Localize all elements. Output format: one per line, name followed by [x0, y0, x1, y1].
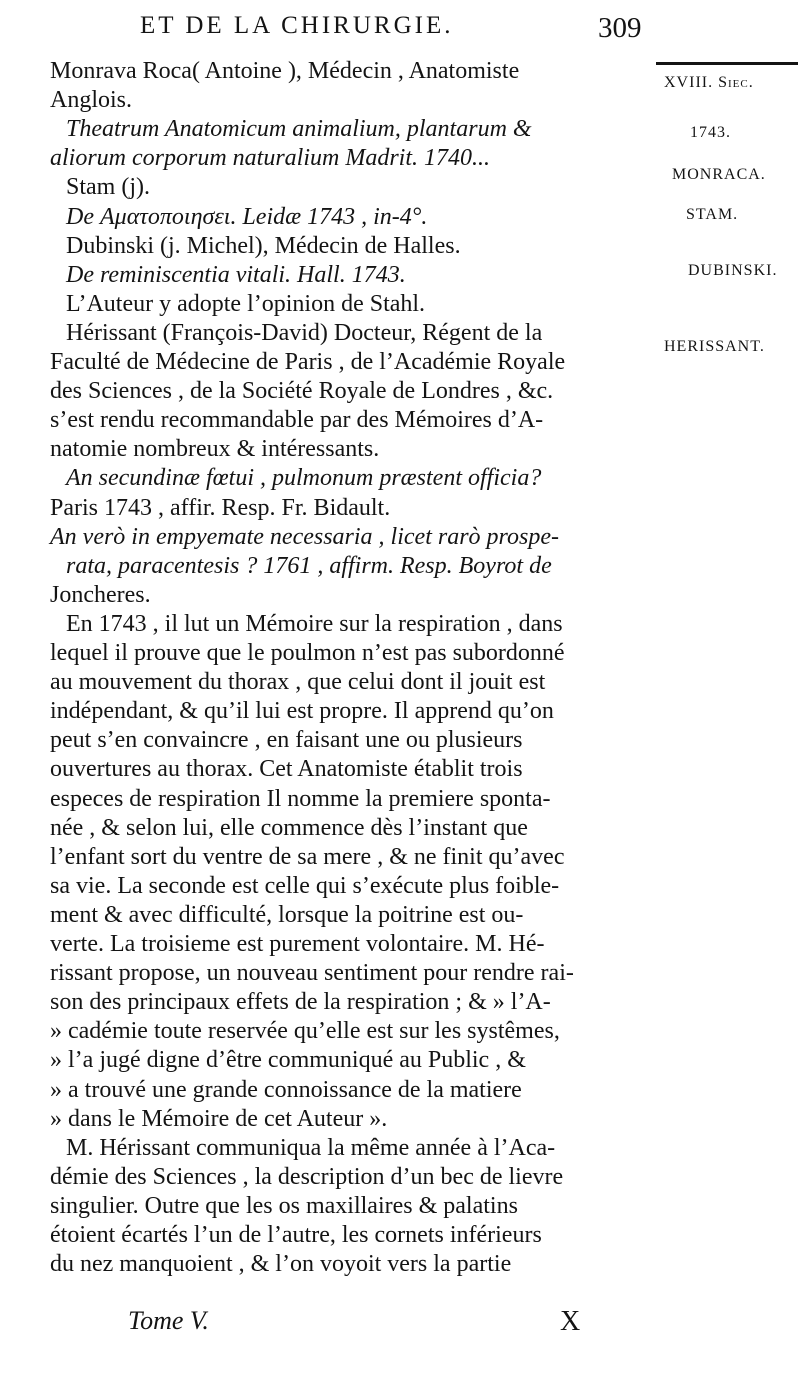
text-line: An secundinæ fœtui , pulmonum præstent officia?	[66, 465, 542, 492]
margin-name-herissant: HERISSANT.	[664, 338, 765, 355]
text-line: Anglois.	[50, 87, 133, 114]
text-line: An verò in empyemate necessaria , licet rarò prospe-	[50, 523, 559, 550]
margin-rule	[656, 62, 798, 65]
text-line: aliorum corporum naturalium Madrit. 1740...	[50, 145, 491, 172]
text-line: étoient écartés l’un de l’autre, les cornets inférieurs	[50, 1222, 542, 1248]
text-line: rissant propose, un nouveau sentiment pour rendre rai-	[50, 960, 574, 987]
text-line: Paris 1743 , affir. Resp. Fr. Bidault.	[50, 494, 391, 521]
text-line: Dubinski (j. Michel), Médecin de Halles.	[66, 232, 461, 259]
text-line: indépendant, & qu’il lui est propre. Il apprend qu’on	[50, 698, 554, 725]
text-line: M. Hérissant communiqua la même année à l’Aca-	[66, 1134, 556, 1161]
margin-year: 1743.	[690, 124, 731, 141]
text-line: du nez manquoient , & l’on voyoit vers la partie	[50, 1251, 512, 1278]
text-line: Hérissant (François-David) Docteur, Régent de la	[66, 319, 543, 346]
text-line: verte. La troisieme est purement volontaire. M. Hé-	[50, 931, 545, 957]
text-line: au mouvement du thorax , que celui dont il jouit est	[50, 669, 546, 696]
text-line: singulier. Outre que les os maxillaires & palatins	[50, 1192, 518, 1219]
running-head: ET DE LA CHIRURGIE.	[140, 12, 454, 39]
page-number: 309	[598, 12, 642, 44]
text-line: » dans le Mémoire de cet Auteur ».	[50, 1105, 388, 1132]
text-line: » l’a jugé digne d’être communiqué au Public , &	[50, 1047, 526, 1074]
text-line: L’Auteur y adopte l’opinion de Stahl.	[66, 290, 426, 317]
signature-mark: Tome V.	[128, 1306, 209, 1335]
text-line: De reminiscentia vitali. Hall. 1743.	[66, 261, 406, 288]
text-line: » cadémie toute reservée qu’elle est sur les systêmes,	[50, 1018, 560, 1045]
text-line: Faculté de Médecine de Paris , de l’Académie Royale	[50, 349, 566, 375]
text-line: lequel il prouve que le poulmon n’est pas subordonné	[50, 640, 565, 666]
text-line: En 1743 , il lut un Mémoire sur la respiration , dans	[66, 610, 563, 637]
text-line: peut s’en convaincre , en faisant une ou plusieurs	[50, 727, 523, 754]
text-line: Stam (j).	[66, 174, 150, 201]
text-line: s’est rendu recommandable par des Mémoires d’A-	[50, 407, 544, 434]
text-line: De Αματοποιησει. Leidæ 1743 , in-4°.	[66, 203, 428, 230]
text-line: ment & avec difficulté, lorsque la poitrine est ou-	[50, 901, 524, 928]
text-line: sa vie. La seconde est celle qui s’exécute plus foible-	[50, 872, 560, 899]
text-line: especes de respiration Il nomme la premiere sponta-	[50, 785, 551, 812]
text-line: Joncheres.	[50, 581, 151, 608]
text-line: rata, paracentesis ? 1761 , affirm. Resp. Boyrot de	[66, 552, 552, 579]
text-line: l’enfant sort du ventre de sa mere , & ne finit qu’avec	[50, 843, 565, 870]
text-line: Monrava Roca( Antoine ), Médecin , Anatomiste	[50, 58, 520, 84]
text-line: née , & selon lui, elle commence dès l’instant que	[50, 814, 528, 841]
text-line: des Sciences , de la Société Royale de Londres , &c.	[50, 378, 554, 405]
text-line: ouvertures au thorax. Cet Anatomiste établit trois	[50, 756, 523, 783]
signature-letter: X	[560, 1306, 581, 1337]
text-line: natomie nombreux & intéressants.	[50, 436, 380, 463]
margin-name-dubinski: DUBINSKI.	[688, 262, 778, 279]
text-line: Theatrum Anatomicum animalium, plantarum &	[66, 116, 532, 143]
text-line: son des principaux effets de la respiration ; & » l’A-	[50, 989, 551, 1016]
margin-name-monraca: MONRACA.	[672, 166, 766, 183]
margin-century: XVIII. Siec.	[664, 74, 754, 91]
text-line: démie des Sciences , la description d’un bec de lievre	[50, 1163, 564, 1190]
margin-name-stam: STAM.	[686, 206, 739, 223]
text-line: » a trouvé une grande connoissance de la matiere	[50, 1076, 522, 1103]
